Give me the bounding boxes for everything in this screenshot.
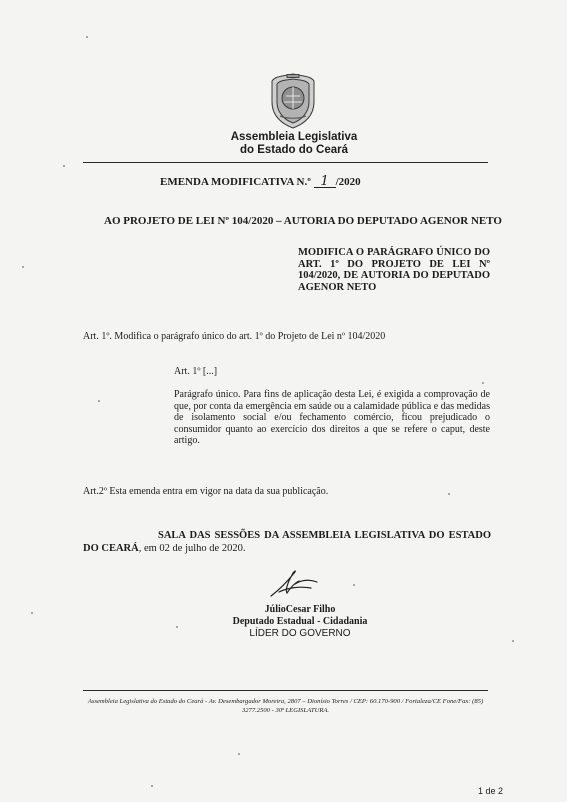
session-place: SALA DAS SESSÕES DA ASSEMBLEIA LEGISLATIVA DO ESTADO DO CEARÁ [83, 530, 491, 554]
footer-divider [83, 690, 488, 691]
scan-speck [63, 165, 65, 167]
assembly-line-2: do Estado do Ceará [240, 144, 348, 156]
signer-block [200, 604, 400, 640]
assembly-line-1: Assembleia Legislativa [230, 131, 358, 143]
amendment-number: 1 [314, 177, 336, 188]
session-statement [83, 530, 491, 555]
session-date: , em 02 de julho de 2020. [138, 542, 246, 554]
article-2: Art.2º Esta emenda entra em vigor na data da sua publicação. [83, 486, 329, 497]
ceara-coat-of-arms-icon [268, 72, 318, 130]
signer-role: LÍDER DO GOVERNO [249, 628, 351, 639]
assembly-name [180, 131, 408, 157]
amendment-suffix: /2020 [335, 176, 361, 188]
bill-title: AO PROJETO DE LEI Nº 104/2020 – AUTORIA DO DEPUTADO AGENOR NETO [104, 215, 502, 227]
scan-speck [98, 400, 100, 402]
footer-address [83, 698, 488, 715]
scan-speck [512, 640, 514, 642]
amendment-summary: MODIFICA O PARÁGRAFO ÚNICO DO ART. 1º DO PROJETO DE LEI Nº 104/2020, DE AUTORIA DO DEPUTADO AGENOR NETO [298, 247, 490, 293]
scan-speck [176, 626, 178, 628]
signer-title: Deputado Estadual - Cidadania [232, 616, 368, 627]
header-divider [83, 162, 488, 163]
page-number: 1 de 2 [478, 786, 504, 796]
signer-name: JúlioCesar Filho [264, 604, 336, 615]
article-1: Art. 1º. Modifica o parágrafo único do art. 1º do Projeto de Lei nº 104/2020 [83, 331, 386, 342]
scan-speck [353, 584, 355, 586]
scan-speck [151, 785, 153, 787]
scan-speck [448, 493, 450, 495]
quoted-paragraph: Parágrafo único. Para fins de aplicação desta Lei, é exigida a comprovação de que, por conta da emergência em saúde ou a calamidade pública e das medidas de isolamento social e/ou fechamento comércio, ficou prejudicado o consumidor quanto ao exercício dos direitos a que se refere o caput, deste artigo. [174, 389, 490, 446]
quoted-article-head: Art. 1º [...] [174, 366, 218, 377]
scan-speck [482, 382, 484, 384]
amendment-prefix: EMENDA MODIFICATIVA N.º [160, 176, 311, 188]
scan-speck [31, 612, 33, 614]
footer-line-2: 3277.2500 - 30ª LEGISLATURA. [241, 706, 330, 714]
scan-speck [22, 266, 24, 268]
footer-line-1: Assembleia Legislativa do Estado do Ceará - Av. Desembargador Moreira, 2807 – Dionísio Torres / CEP: 60.170-900 / Fortaleza/CE Fone/Fax: (85) [87, 698, 484, 705]
handwritten-signature-icon [265, 566, 325, 600]
amendment-title [160, 176, 410, 188]
scan-speck [238, 753, 240, 755]
scan-speck [86, 36, 88, 38]
